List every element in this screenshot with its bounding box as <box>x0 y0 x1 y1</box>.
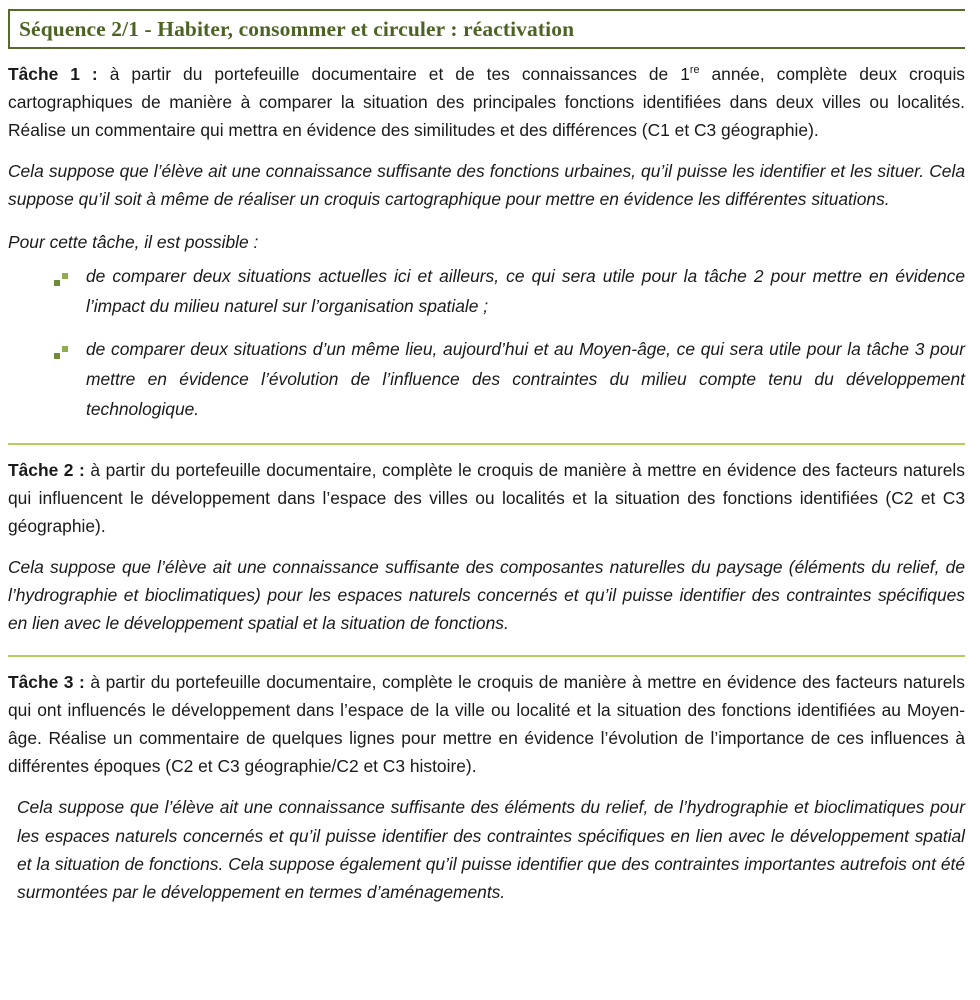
list-item <box>8 262 965 322</box>
two-squares-bullet-icon <box>54 346 68 359</box>
task-1-bullets-intro: Pour cette tâche, il est possible : <box>8 231 259 252</box>
page-title: Séquence 2/1 - Habiter, consommer et circuler : réactivation <box>19 17 575 41</box>
task-2-paragraph <box>8 456 965 541</box>
section-divider-2 <box>8 655 965 657</box>
task-3-section <box>8 668 965 907</box>
list-item <box>8 335 965 425</box>
task-1-body-before-sup: à partir du portefeuille documentaire et de tes connaissances de 1 <box>97 63 690 84</box>
sequence-title-band <box>8 9 965 49</box>
task-3-body: à partir du portefeuille documentaire, complète le croquis de manière à mettre en évidence des facteurs naturels qui ont influencés le développement dans l’espace de la ville ou localité et la situation des fonctions identifiées au Moyen-âge. Réalise un commentaire de quelques lignes pour mettre en évidence l’évolution de l’importance de ces influences à différentes époques (C2 et C3 géographie/C2 et C3 histoire). <box>8 671 965 777</box>
two-squares-bullet-icon <box>54 273 68 286</box>
task-1-body-after-sup: année, complète deux croquis cartographiques de manière à comparer la situation des principales fonctions identifiées dans deux villes ou localités. Réalise un commentaire qui mettra en évidence des similitudes et des différences (C1 et C3 géographie). <box>8 63 966 141</box>
task-2-section <box>8 456 965 655</box>
task-1-bullet-list <box>8 262 965 425</box>
task-2-note: Cela suppose que l’élève ait une connaissance suffisante des composantes naturelles du paysage (éléments du relief, de l’hydrographie et bioclimatiques) pour les espaces naturels concernés et qu’il puisse identifier des contraintes spécifiques en lien avec le développement spatial et la situation de fonctions. <box>8 557 965 634</box>
task-3-paragraph <box>8 668 965 781</box>
task-2-body: à partir du portefeuille documentaire, complète le croquis de manière à mettre en évidence des facteurs naturels qui influencent le développement dans l’espace des villes ou localités et la situation des fonctions identifiées (C2 et C3 géographie). <box>8 459 965 536</box>
task-1-paragraph <box>8 60 965 145</box>
list-item-text: de comparer deux situations d’un même lieu, aujourd’hui et au Moyen-âge, ce qui sera utile pour la tâche 3 pour mettre en évidence l’évolution de l’influence des contraintes du milieu compte tenu du développement technologique. <box>86 338 965 419</box>
document-body <box>8 60 965 443</box>
task-2-label: Tâche 2 : <box>8 459 85 480</box>
task-3-note: Cela suppose que l’élève ait une connaissance suffisante des éléments du relief, de l’hydrographie et bioclimatiques pour les espaces naturels concernés et qu’il puisse identifier des contraintes spécifiques en lien avec le développement spatial et la situation de fonctions. Cela suppose également qu’il puisse identifier que des contraintes importantes autrefois ont été surmontées par le développement en termes d’aménagements. <box>17 797 965 902</box>
document-page <box>0 9 980 1000</box>
task-1-label: Tâche 1 : <box>8 63 98 84</box>
task-1-note: Cela suppose que l’élève ait une connaissance suffisante des fonctions urbaines, qu’il puisse les identifier et les situer. Cela suppose qu’il soit à même de réaliser un croquis cartographique pour mettre en évidence les différentes situations. <box>8 161 965 210</box>
list-item-text: de comparer deux situations actuelles ici et ailleurs, ce qui sera utile pour la tâche 2 pour mettre en évidence l’impact du milieu naturel sur l’organisation spatiale ; <box>86 265 965 316</box>
section-divider-1 <box>8 443 965 445</box>
task-3-label: Tâche 3 : <box>8 671 85 692</box>
ordinal-superscript: re <box>689 63 700 76</box>
